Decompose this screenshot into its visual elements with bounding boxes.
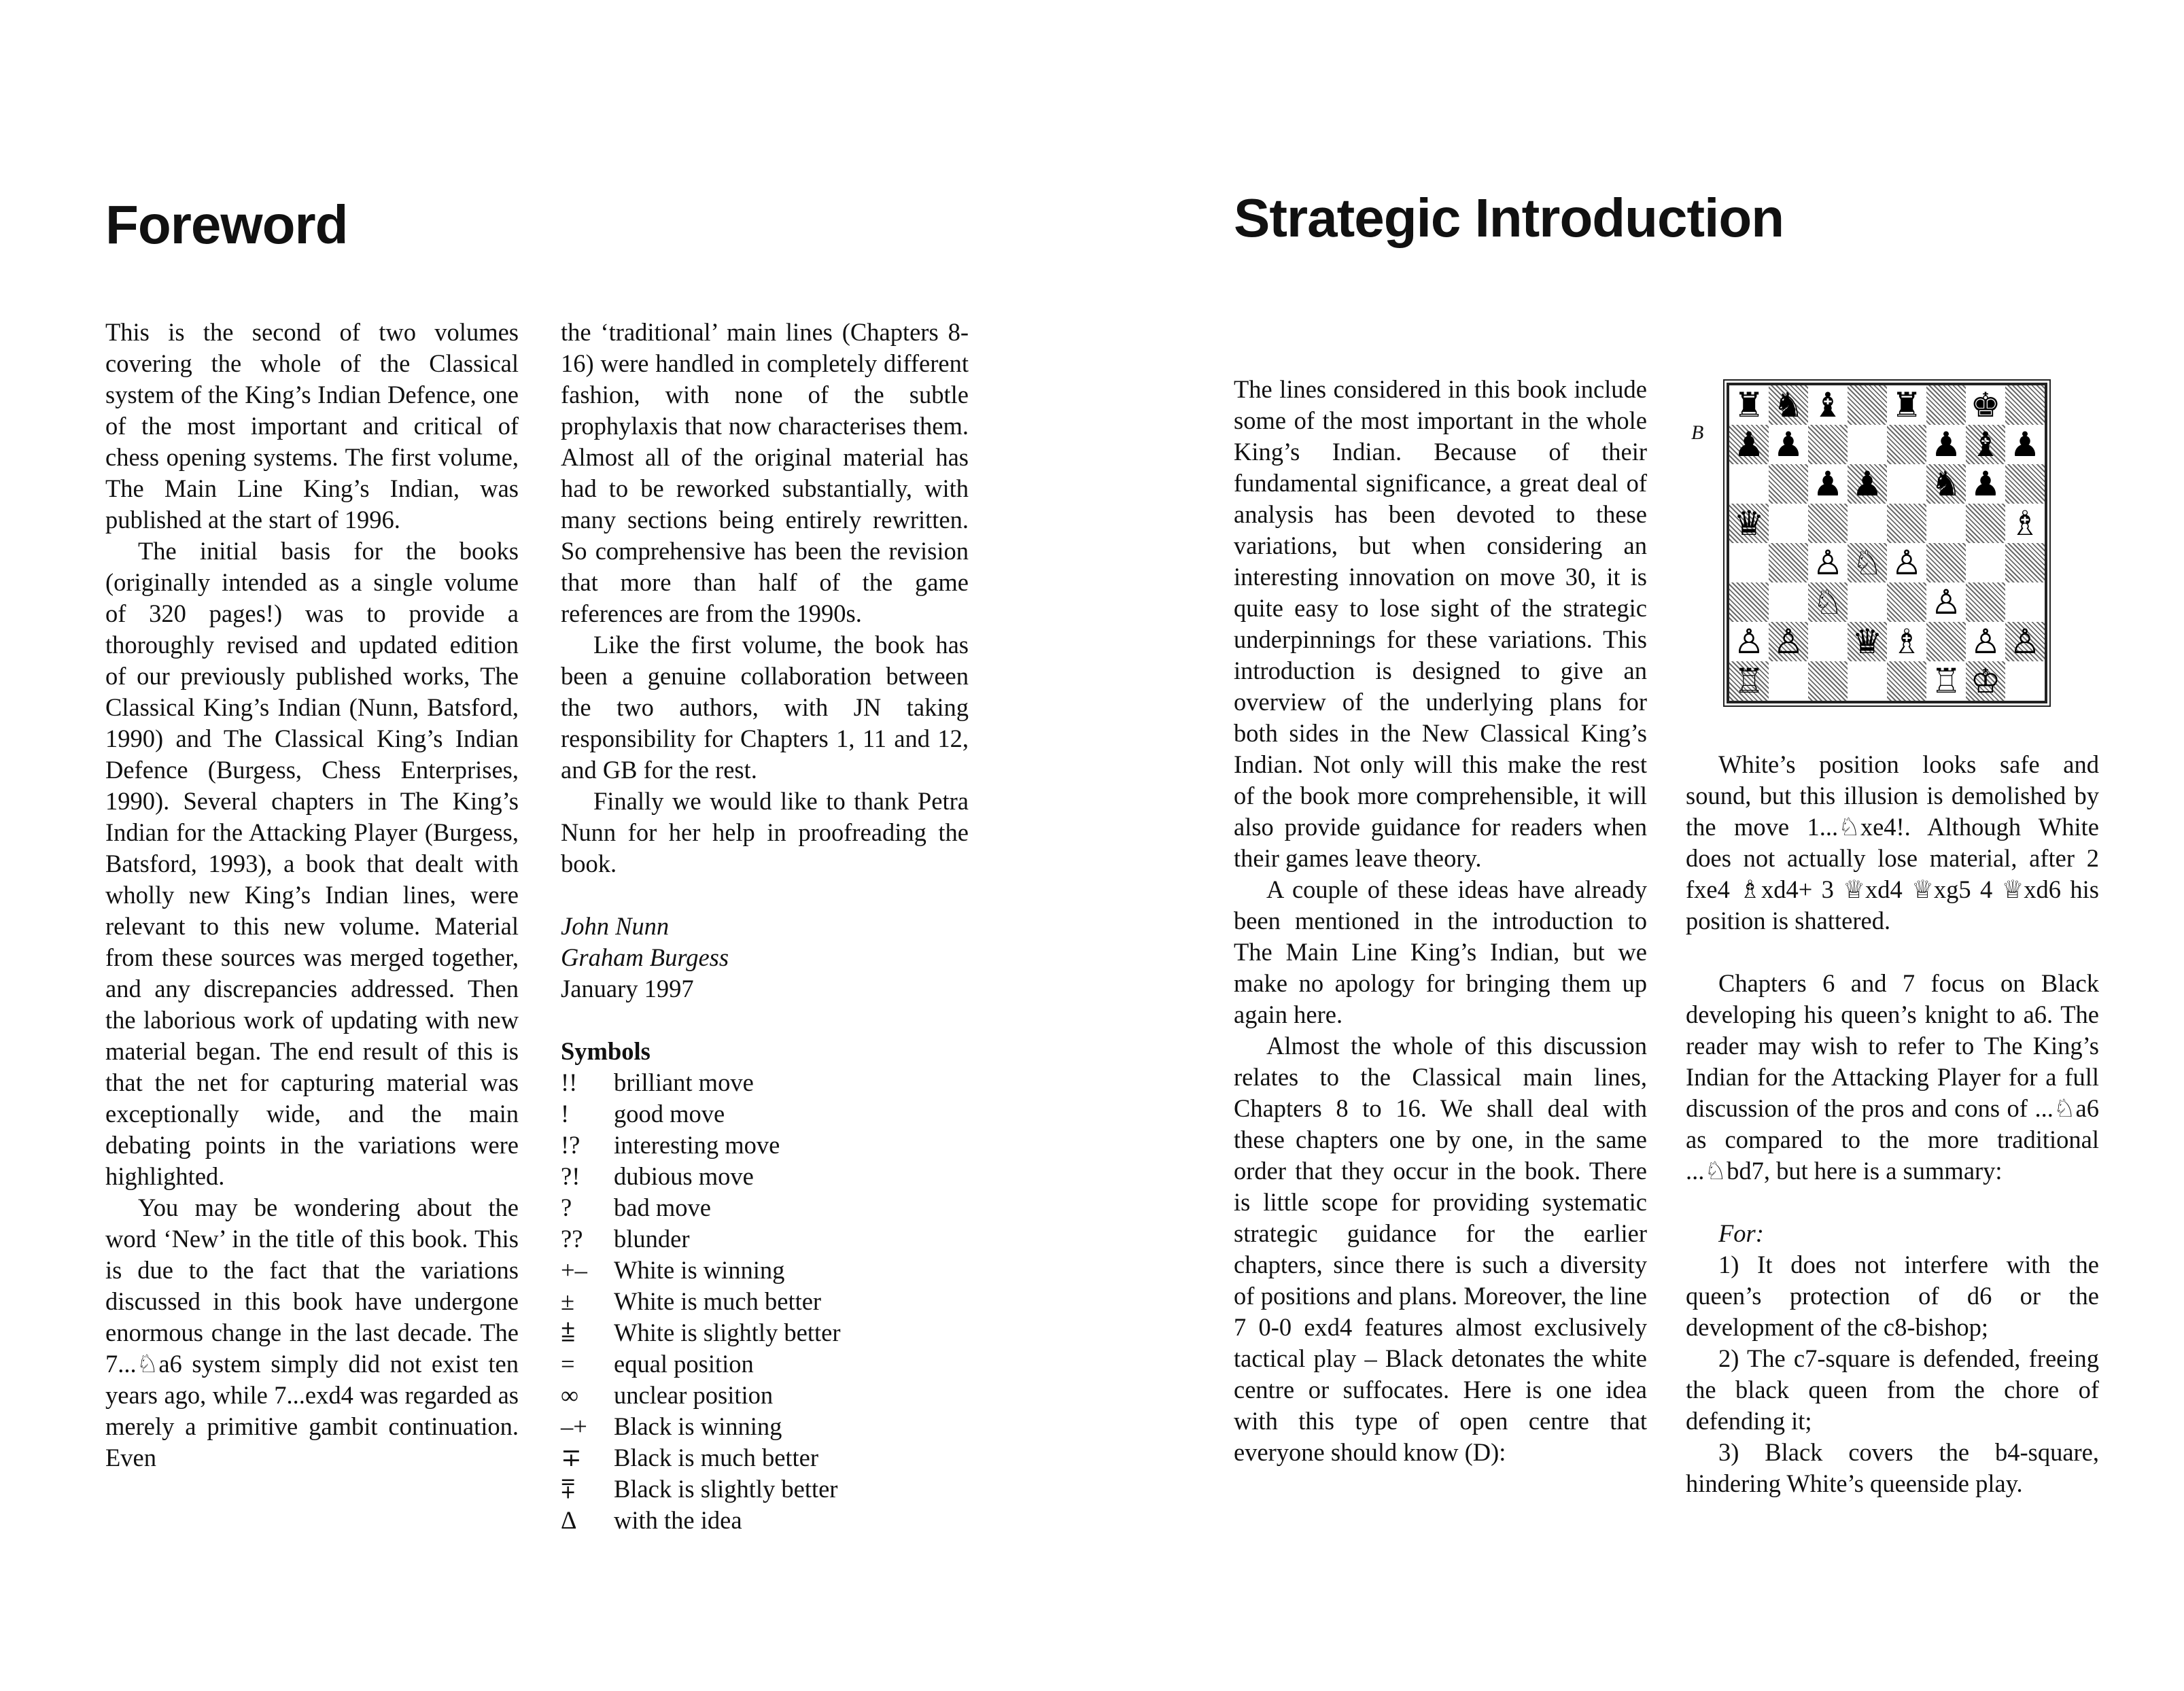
board-square: [1887, 385, 1926, 425]
symbol-glyph: ⩱: [561, 1475, 576, 1503]
symbol-row: [561, 1286, 969, 1317]
symbol-meaning: brilliant move: [614, 1068, 754, 1096]
signature-date: January 1997: [561, 975, 694, 1003]
board-square: [2005, 661, 2045, 701]
board-square: [1926, 661, 1966, 701]
board-square: [1926, 425, 1966, 464]
board-square: [1729, 464, 1769, 504]
paragraph: 2) The c7-square is defended, freeing the black queen from the chore of defending it;: [1686, 1344, 2099, 1435]
board-square: [1887, 582, 1926, 622]
board-square: [1769, 425, 1808, 464]
symbol-row: [561, 1130, 969, 1161]
board-square: [1729, 622, 1769, 661]
symbol-glyph: ±: [561, 1287, 575, 1315]
signature: [561, 911, 969, 1005]
chess-piece: ♘: [1812, 582, 1843, 622]
symbols-list: [561, 1067, 969, 1536]
chess-piece: ♝: [1970, 425, 2001, 464]
chess-piece: ♟: [1733, 425, 1765, 464]
symbol-row: [561, 1380, 969, 1411]
symbol-row: [561, 1192, 969, 1223]
symbol-glyph: ⩲: [561, 1319, 576, 1346]
chess-diagram: [1727, 383, 2047, 703]
symbol-meaning: White is much better: [614, 1287, 822, 1315]
paragraph: A couple of these ideas have already been mentioned in the introduction to The Main Line King’s Indian, but we make no apology for bringing them up again here.: [1234, 875, 1647, 1028]
board-square: [1769, 661, 1808, 701]
symbol-row: [561, 1161, 969, 1192]
board-square: [1808, 582, 1848, 622]
symbol-glyph: =: [561, 1350, 575, 1378]
symbol-meaning: Black is winning: [614, 1412, 782, 1440]
symbol-row: [561, 1255, 969, 1286]
diagram-side-to-move: B: [1691, 421, 1704, 444]
chess-piece: ♚: [1970, 385, 2001, 425]
board-square: [2005, 464, 2045, 504]
chess-piece: ♜: [1733, 385, 1765, 425]
board-square: [1848, 582, 1887, 622]
board-square: [1926, 385, 1966, 425]
board-square: [1966, 543, 2005, 582]
paragraph: Finally we would like to thank Petra Nunn for her help in proofreading the book.: [561, 787, 969, 877]
board-square: [1729, 661, 1769, 701]
symbol-row: [561, 1098, 969, 1130]
board-square: [1848, 385, 1887, 425]
symbol-glyph: +–: [561, 1256, 587, 1284]
board-square: [1887, 661, 1926, 701]
chess-piece: ♗: [2009, 504, 2041, 543]
paragraph: The lines considered in this book include some of the most important in the whole King’s Indian. Because of their fundamental significance, a great deal of analysis has been devoted to these variations, but when considering an interesting innovation on move 30, it is quite easy to lose sight of the strategic underpinnings for these variations. This introduction is designed to give an overview of the underlying plans for both sides in the New Classical King’s Indian. Not only will this make the rest of the book more comprehensible, it will also provide guidance for readers when their games leave theory.: [1234, 375, 1647, 872]
board-square: [1848, 425, 1887, 464]
board-square: [2005, 622, 2045, 661]
chess-piece: ♙: [1970, 622, 2001, 661]
symbol-glyph: !: [561, 1100, 570, 1128]
board-square: [1887, 543, 1926, 582]
symbol-glyph: Δ: [561, 1506, 577, 1534]
symbol-glyph: ?: [561, 1193, 572, 1221]
chess-piece: ♟: [1930, 425, 1962, 464]
chess-piece: ♙: [1812, 543, 1843, 582]
chess-piece: ♝: [1812, 385, 1843, 425]
board-square: [1729, 385, 1769, 425]
board-square: [1729, 582, 1769, 622]
board-square: [1966, 425, 2005, 464]
board-square: [1808, 464, 1848, 504]
symbol-glyph: !?: [561, 1131, 580, 1159]
symbol-meaning: equal position: [614, 1350, 754, 1378]
chess-piece: ♛: [1852, 622, 1883, 661]
chess-piece: ♙: [1891, 543, 1922, 582]
chess-piece: ♔: [1970, 661, 2001, 701]
symbol-meaning: good move: [614, 1100, 725, 1128]
board-square: [1808, 385, 1848, 425]
paragraph: the ‘traditional’ main lines (Chapters 8-16) were handled in completely different fashion, with none of the subtle prophylaxis that now characterises them. Almost all of the original material has had to be reworked substantially, with many sections being entirely rewritten. So comprehensive has been the revision that more than half of the game references are from the 1990s.: [561, 318, 969, 627]
board-square: [1966, 504, 2005, 543]
board-square: [2005, 543, 2045, 582]
chess-piece: ♘: [1852, 543, 1883, 582]
board-square: [1966, 622, 2005, 661]
paragraph: 3) Black covers the b4-square, hindering White’s queenside play.: [1686, 1438, 2099, 1497]
paragraph: You may be wondering about the word ‘New’ in the title of this book. This is due to the fact that the variations discussed in this book have undergone enormous change in the last decade. The 7...♘a6 system simply did not exist ten years ago, while 7...exd4 was regarded as merely a primitive gambit continuation. Even: [105, 1193, 519, 1471]
board-square: [1887, 504, 1926, 543]
board-square: [1769, 582, 1808, 622]
board-square: [2005, 582, 2045, 622]
symbol-meaning: with the idea: [614, 1506, 742, 1534]
symbol-meaning: dubious move: [614, 1162, 754, 1190]
chess-piece: ♙: [1773, 622, 1804, 661]
symbol-glyph: ∞: [561, 1381, 579, 1409]
chess-piece: ♟: [1970, 464, 2001, 504]
symbol-meaning: unclear position: [614, 1381, 774, 1409]
chess-piece: ♖: [1733, 661, 1765, 701]
board-square: [1769, 464, 1808, 504]
symbol-meaning: White is slightly better: [614, 1319, 841, 1346]
symbol-meaning: interesting move: [614, 1131, 780, 1159]
board-square: [1926, 622, 1966, 661]
board-square: [1848, 464, 1887, 504]
board-square: [1769, 543, 1808, 582]
board-square: [1848, 622, 1887, 661]
intro-column-2: [1686, 749, 2099, 1499]
foreword-column-1: [105, 317, 519, 1474]
board-square: [1769, 622, 1808, 661]
board-square: [1808, 543, 1848, 582]
symbol-meaning: blunder: [614, 1225, 690, 1253]
board-square: [1769, 385, 1808, 425]
intro-column-1: [1234, 374, 1647, 1468]
symbol-row: [561, 1348, 969, 1380]
symbol-meaning: Black is much better: [614, 1444, 819, 1471]
board-square: [1926, 582, 1966, 622]
board-square: [2005, 504, 2045, 543]
author-name: John Nunn: [561, 912, 670, 940]
symbol-glyph: ??: [561, 1225, 583, 1253]
chess-piece: ♙: [1930, 582, 1962, 622]
board-square: [1966, 464, 2005, 504]
foreword-column-2: [561, 317, 969, 1536]
symbol-row: [561, 1067, 969, 1098]
chess-piece: ♗: [1891, 622, 1922, 661]
board-square: [1729, 543, 1769, 582]
for-heading: For:: [1718, 1219, 1764, 1247]
symbol-row: [561, 1442, 969, 1474]
board-square: [1926, 464, 1966, 504]
chess-piece: ♜: [1891, 385, 1922, 425]
symbol-glyph: !!: [561, 1068, 578, 1096]
symbol-row: [561, 1505, 969, 1536]
foreword-title: Foreword: [105, 194, 348, 255]
chess-piece: ♙: [2009, 622, 2041, 661]
board-square: [1729, 425, 1769, 464]
symbol-glyph: ?!: [561, 1162, 580, 1190]
author-name: Graham Burgess: [561, 943, 729, 971]
board-square: [2005, 425, 2045, 464]
paragraph: Almost the whole of this discussion relates to the Classical main lines, Chapters 8 to 16. We shall deal with these chapters one by one, in the same order that they occur in the book. There is little scope for providing systematic strategic guidance for the earlier chapters, since there is such a diversity of positions and plans. Moreover, the line 7 0-0 exd4 features almost exclusively tactical play – Black detonates the white centre or suffocates. Here is one idea with this type of open centre that everyone should know (D):: [1234, 1032, 1647, 1466]
board-square: [1848, 504, 1887, 543]
board-square: [1848, 661, 1887, 701]
symbol-glyph: ∓: [561, 1444, 582, 1471]
symbol-row: [561, 1223, 969, 1255]
chess-piece: ♛: [1733, 504, 1765, 543]
board-square: [1769, 504, 1808, 543]
symbol-row: [561, 1317, 969, 1348]
paragraph: Like the first volume, the book has been a genuine collaboration between the two authors, with JN taking responsibility for Chapters 1, 11 and 12, and GB for the rest.: [561, 631, 969, 784]
board-square: [1848, 543, 1887, 582]
board-square: [1729, 504, 1769, 543]
symbol-row: [561, 1474, 969, 1505]
board-square: [1808, 504, 1848, 543]
chess-piece: ♞: [1930, 464, 1962, 504]
board-square: [2005, 385, 2045, 425]
board-square: [1926, 504, 1966, 543]
paragraph: Chapters 6 and 7 focus on Black developing his queen’s knight to a6. The reader may wish to refer to The King’s Indian for the Attacking Player for a full discussion of the pros and cons of ...♘a6 as compared to the more traditional ...♘bd7, but here is a summary:: [1686, 969, 2099, 1185]
board-square: [1887, 622, 1926, 661]
chess-piece: ♟: [1773, 425, 1804, 464]
chess-piece: ♞: [1773, 385, 1804, 425]
board-square: [1887, 425, 1926, 464]
symbol-row: [561, 1411, 969, 1442]
paragraph: The initial basis for the books (originally intended as a single volume of 320 pages!) was to provide a thoroughly revised and updated edition of our previously published works, The Classical King’s Indian (Nunn, Batsford, 1990) and The Classical King’s Indian Defence (Burgess, Chess Enterprises, 1990). Several chapters in The King’s Indian for the Attacking Player (Burgess, Batsford, 1993), a book that dealt with wholly new King’s Indian lines, were relevant to this new volume. Material from these sources was merged together, and any discrepancies addressed. Then the laborious work of updating with new material began. The end result of this is that the net for capturing material was exceptionally wide, and the main debating points in the variations were highlighted.: [105, 537, 519, 1190]
chess-piece: ♙: [1733, 622, 1765, 661]
chess-piece: ♟: [2009, 425, 2041, 464]
symbol-meaning: bad move: [614, 1193, 711, 1221]
strategic-introduction-title: Strategic Introduction: [1234, 188, 1784, 248]
symbol-meaning: White is winning: [614, 1256, 785, 1284]
board-square: [1808, 622, 1848, 661]
symbol-glyph: –+: [561, 1412, 587, 1440]
chess-piece: ♟: [1812, 464, 1843, 504]
symbols-heading: Symbols: [561, 1037, 651, 1065]
symbol-meaning: Black is slightly better: [614, 1475, 838, 1503]
board-square: [1966, 582, 2005, 622]
chess-piece: ♟: [1852, 464, 1883, 504]
board-square: [1926, 543, 1966, 582]
board-square: [1808, 661, 1848, 701]
chess-board: [1727, 383, 2047, 703]
chess-piece: ♖: [1930, 661, 1962, 701]
paragraph: White’s position looks safe and sound, but this illusion is demolished by the move 1...♘xe4!. Although White does not actually lose material, after 2 fxe4 ♗xd4+ 3 ♕xd4 ♕xg5 4 ♕xd6 his position is shattered.: [1686, 750, 2099, 935]
board-square: [1966, 385, 2005, 425]
board-square: [1887, 464, 1926, 504]
board-square: [1966, 661, 2005, 701]
paragraph: 1) It does not interfere with the queen’s protection of d6 or the development of the c8-bishop;: [1686, 1251, 2099, 1341]
board-square: [1808, 425, 1848, 464]
paragraph: This is the second of two volumes covering the whole of the Classical system of the King’s Indian Defence, one of the most important and critical of chess opening systems. The first volume, The Main Line King’s Indian, was published at the start of 1996.: [105, 318, 519, 534]
